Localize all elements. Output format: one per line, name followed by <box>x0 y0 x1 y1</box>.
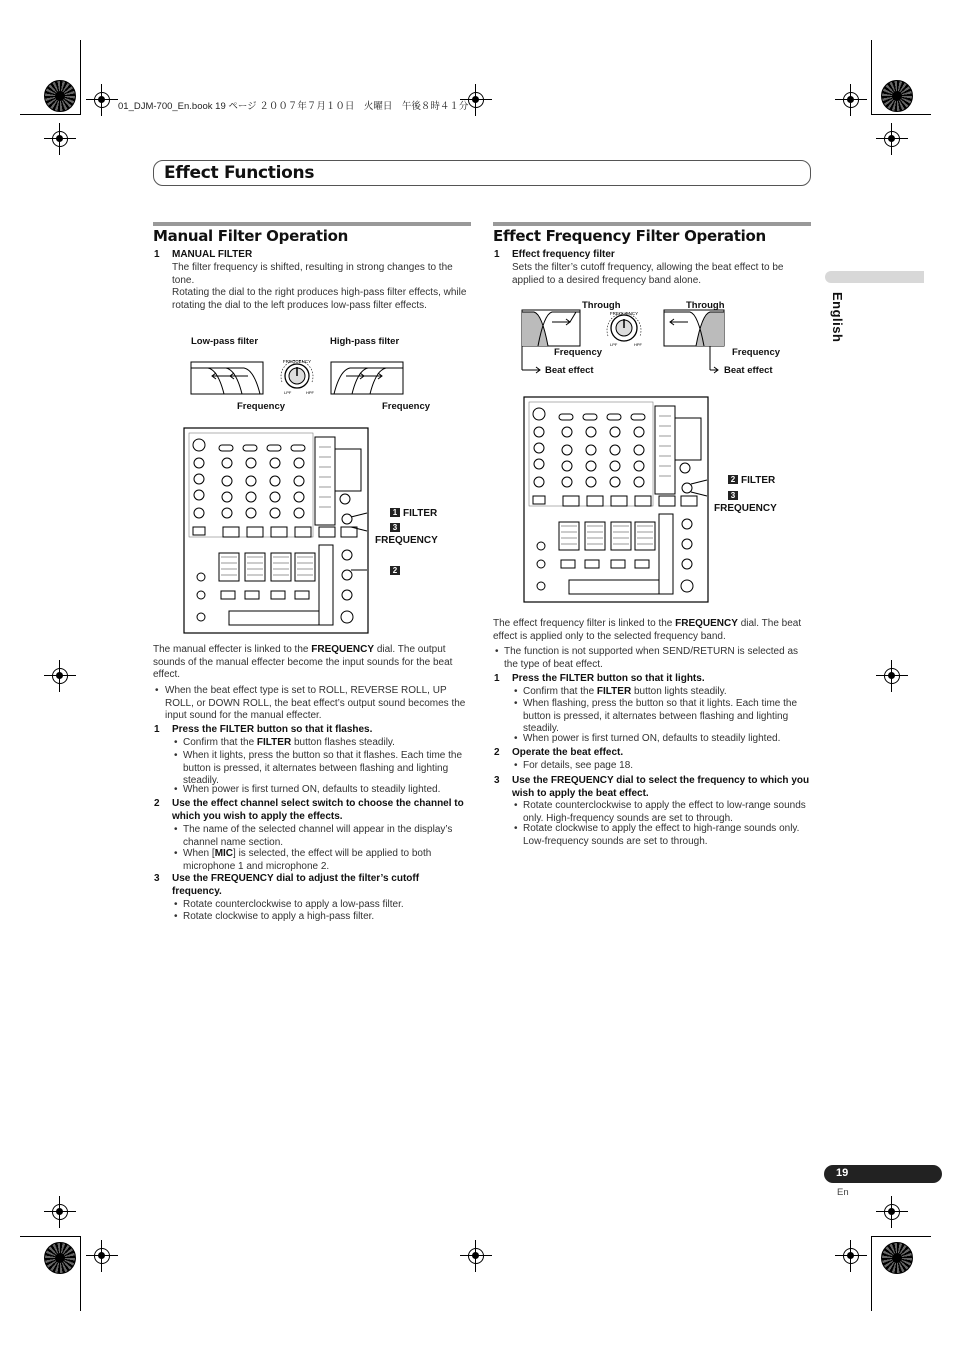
item-number: 1 <box>494 249 500 260</box>
registration-target-bottom-left <box>44 1242 76 1274</box>
crop-mark <box>20 114 80 115</box>
crosshair-mark <box>86 1240 118 1272</box>
registration-target-bottom-right <box>881 1242 913 1274</box>
callout-filter: 1 FILTER <box>390 508 437 519</box>
step-number: 3 <box>154 873 160 884</box>
step-bullet: When [MIC] is selected, the effect will be applied to both microphone 1 and microphone 2. <box>183 848 432 872</box>
callout-channel-select: 2 <box>390 566 403 577</box>
step-title: Use the effect channel select switch to choose the channel to which you wish to apply the effects. <box>172 798 464 822</box>
mixer-panel-illustration <box>183 427 370 635</box>
diagram-beat-effect-label: Beat effect <box>724 365 773 376</box>
item-number: 1 <box>154 249 160 260</box>
step-bullet: Rotate clockwise to apply the effect to high-range sounds only. Low-frequency sounds are set to through. <box>523 823 800 847</box>
step-title: Operate the beat effect. <box>512 747 624 758</box>
crosshair-mark <box>44 123 76 155</box>
registration-target-top-left <box>44 80 76 112</box>
svg-text:HPF: HPF <box>306 390 314 395</box>
step-bullet: When power is first turned ON, defaults to steadily lighted. <box>183 784 441 795</box>
step-title: Use the FREQUENCY dial to adjust the filter’s cutoff frequency. <box>172 873 420 897</box>
page-header <box>153 160 811 186</box>
language-label: English <box>830 292 845 343</box>
step-bullet: Rotate counterclockwise to apply the effect to low-range sounds only. High-frequency sounds are set to through. <box>523 800 806 824</box>
page-title: Effect Functions <box>164 163 315 183</box>
diagram-beat-effect-label: Beat effect <box>545 365 594 376</box>
step-bullet: Confirm that the FILTER button lights steadily. <box>523 686 727 697</box>
callout-frequency-num: 3 <box>728 491 741 502</box>
language-tab <box>825 271 924 283</box>
section-rule <box>153 222 471 226</box>
page-number-badge <box>824 1165 942 1183</box>
crosshair-mark <box>876 660 908 692</box>
diagram-through-label: Through <box>686 300 725 311</box>
step-bullet: Rotate counterclockwise to apply a low-pass filter. <box>183 899 404 910</box>
knob-frequency-label: FREQUENCY <box>609 311 639 316</box>
step-bullet: When flashing, press the button so that it lights. Each time the button is pressed, it alternates between flashing and lighting steadily. <box>523 698 798 734</box>
step-bullet: Confirm that the FILTER button flashes steadily. <box>183 737 395 748</box>
page-language-code: En <box>837 1187 849 1198</box>
diagram-label-high-pass: High-pass filter <box>330 336 400 347</box>
section-rule <box>493 222 811 226</box>
item-title: Effect frequency filter <box>512 249 615 260</box>
page-number: 19 <box>836 1167 849 1179</box>
mixer-panel-illustration <box>523 396 710 604</box>
crosshair-mark <box>876 1196 908 1228</box>
crosshair-mark <box>835 84 867 116</box>
item-body: Rotating the dial to the right produces high-pass filter effects, while rotating the dial to the left produces low-pass filter effects. <box>172 287 467 311</box>
step-bullet: Rotate clockwise to apply a high-pass filter. <box>183 911 375 922</box>
section-title-manual-filter: Manual Filter Operation <box>153 227 348 245</box>
crosshair-mark <box>835 1240 867 1272</box>
diagram-frequency-label: Frequency <box>732 347 781 358</box>
crop-mark <box>20 1236 80 1237</box>
crosshair-mark <box>86 84 118 116</box>
callout-filter: 2 FILTER <box>728 475 775 486</box>
step-number: 3 <box>494 775 500 786</box>
step-number: 1 <box>494 673 500 684</box>
crosshair-mark <box>460 1240 492 1272</box>
crosshair-mark <box>876 123 908 155</box>
print-slug: 01_DJM-700_En.book 19 ページ ２００７年７月１０日 火曜日 午後８時４１分 <box>118 101 469 112</box>
crosshair-mark <box>44 660 76 692</box>
crop-mark <box>871 1236 931 1237</box>
diagram-label-low-pass: Low-pass filter <box>191 336 259 347</box>
diagram-frequency-label: Frequency <box>237 401 286 412</box>
diagram-through-label: Through <box>582 300 621 311</box>
callout-frequency: FREQUENCY <box>714 503 777 514</box>
callout-frequency: FREQUENCY <box>375 535 438 546</box>
crop-mark <box>80 1236 81 1311</box>
step-number: 2 <box>494 747 500 758</box>
callout-frequency-num: 3 <box>390 523 403 534</box>
diagram-frequency-label: Frequency <box>382 401 431 412</box>
right-paragraph: The effect frequency filter is linked to the FREQUENCY dial. The beat effect is applied only to the selected frequency band. <box>493 618 802 642</box>
step-title: Use the FREQUENCY dial to select the frequency to which you wish to apply the beat effect. <box>512 775 810 799</box>
left-bullet: When the beat effect type is set to ROLL, REVERSE ROLL, UP ROLL, or DOWN ROLL, the beat effect’s output sound becomes the input sound for the manual effecter. <box>165 685 466 721</box>
item-body: Sets the filter’s cutoff frequency, allowing the beat effect to be applied to a desired frequency band alone. <box>512 262 784 286</box>
right-bullet: The function is not supported when SEND/RETURN is selected as the type of beat effect. <box>504 646 799 670</box>
crosshair-mark <box>44 1196 76 1228</box>
step-bullet: The name of the selected channel will appear in the display’s channel name section. <box>183 824 453 848</box>
bullet-dot: • <box>155 685 159 696</box>
svg-text:LPF: LPF <box>610 342 618 347</box>
step-number: 1 <box>154 724 160 735</box>
step-bullet: For details, see page 18. <box>523 760 634 771</box>
step-title: Press the FILTER button so that it flashes. <box>172 724 373 735</box>
item-body: The filter frequency is shifted, resulting in strong changes to the tone. <box>172 262 453 286</box>
crop-mark <box>871 1236 872 1311</box>
filter-curve-diagram <box>190 354 405 402</box>
step-number: 2 <box>154 798 160 809</box>
step-bullet: When it lights, press the button so that it flashes. Each time the button is pressed, it alternates between flashing and lighting steadily. <box>183 750 463 786</box>
svg-text:LPF: LPF <box>284 390 292 395</box>
step-title: Press the FILTER button so that it lights. <box>512 673 705 684</box>
section-title-effect-frequency-filter: Effect Frequency Filter Operation <box>493 227 766 245</box>
step-bullet: When power is first turned ON, defaults to steadily lighted. <box>523 733 781 744</box>
left-paragraph: The manual effecter is linked to the FREQUENCY dial. The output sounds of the manual effecter become the input sounds for the beat effect. <box>153 644 453 680</box>
crop-mark <box>871 114 931 115</box>
svg-text:HPF: HPF <box>634 342 642 347</box>
registration-target-top-right <box>881 80 913 112</box>
knob-frequency-label: FREQUENCY <box>282 359 312 364</box>
item-title: MANUAL FILTER <box>172 249 253 260</box>
crop-mark <box>871 40 872 115</box>
diagram-frequency-label: Frequency <box>554 347 603 358</box>
crop-mark <box>80 40 81 115</box>
